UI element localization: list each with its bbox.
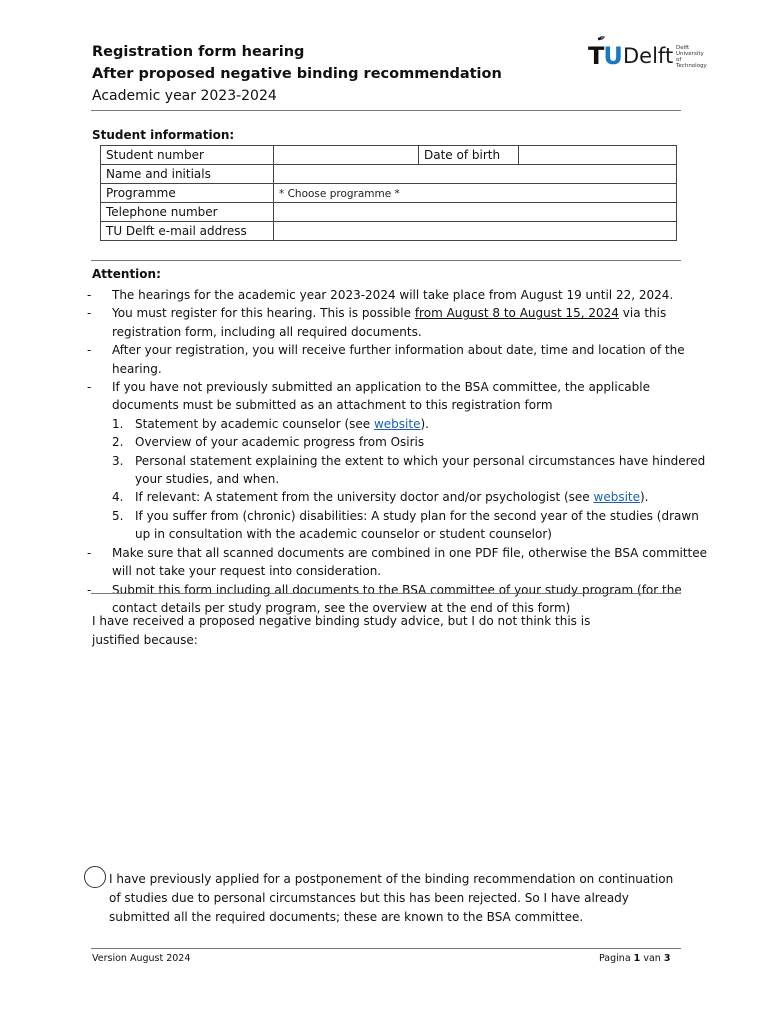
previous-application-radio[interactable] [84, 866, 106, 888]
telephone-label: Telephone number [101, 203, 274, 222]
attention-divider-top [91, 260, 681, 261]
list-item: - After your registration, you will receive further information about date, time and location of the hearing. [87, 341, 712, 378]
telephone-field[interactable] [274, 203, 677, 222]
student-info-table [100, 145, 677, 241]
table-row [101, 146, 677, 165]
page-number: Pagina 1 van 3 [599, 953, 671, 964]
list-item: 5. If you suffer from (chronic) disabilities: A study plan for the second year of the studies (drawn up in consultation with the academic counselor or student counselor) [112, 508, 699, 542]
date-of-birth-field[interactable] [519, 146, 677, 165]
tu-delft-logo [588, 30, 708, 70]
table-row [101, 184, 677, 203]
header-divider [91, 110, 681, 111]
list-item: - Submit this form including all documents to the BSA committee of your study program (for the contact details per study program, see the overview at the end of this form) [87, 581, 712, 618]
list-item: 4. If relevant: A statement from the university doctor and/or psychologist (see website). [112, 490, 649, 505]
name-initials-label: Name and initials [101, 165, 274, 184]
list-item: - Make sure that all scanned documents are combined in one PDF file, otherwise the BSA committee will not take your request into consideration. [87, 544, 712, 581]
logo-tu: TU [588, 42, 622, 70]
email-field[interactable] [274, 222, 677, 241]
attention-list [87, 286, 712, 617]
name-initials-field[interactable] [274, 165, 677, 184]
attention-label: Attention: [92, 267, 161, 281]
flame-icon: ✒ [595, 30, 609, 47]
website-link[interactable]: website [593, 490, 640, 505]
version-text: Version August 2024 [92, 953, 191, 964]
required-documents-list [112, 415, 712, 544]
table-row [101, 222, 677, 241]
statement-text: I have received a proposed negative binding study advice, but I do not think this is justified because: [92, 614, 591, 647]
date-of-birth-label: Date of birth [419, 146, 519, 165]
attention-divider-bottom [91, 593, 681, 594]
list-item: - If you have not previously submitted an application to the BSA committee, the applicable documents must be submitted as an attachment to this registration form 1. Statement by academic counselor (see website). 2. Overview of your academic progress from Osiris 3. Personal statement explaining the extent to which your personal circumstances have hindered your studies, and when. 4. If relevant: A statement from the university doctor and/or psychologist (see website). 5. If you suffer from (chronic) disabilities: A study plan for the second year of the studies (drawn up in consultation with the academic counselor or student counselor) [87, 378, 712, 544]
list-item: 1. Statement by academic counselor (see website). [112, 416, 429, 431]
student-info-label: Student information: [92, 128, 235, 142]
table-row [101, 165, 677, 184]
programme-select[interactable]: * Choose programme * [274, 184, 677, 203]
form-title: Registration form hearing [92, 44, 305, 60]
academic-year: Academic year 2023-2024 [92, 88, 277, 104]
student-number-label: Student number [101, 146, 274, 165]
footer-divider [91, 948, 681, 949]
email-label: TU Delft e-mail address [101, 222, 274, 241]
previous-application-label: I have previously applied for a postponement of the binding recommendation on continuation of studies due to personal circumstances but this has been rejected. So I have already submitted all the required documents; these are known to the BSA committee. [109, 872, 674, 924]
list-item: - You must register for this hearing. This is possible from August 8 to August 15, 2024 via this registration form, including all required documents. [87, 304, 712, 341]
logo-delft: Delft [623, 44, 674, 68]
list-item: - The hearings for the academic year 2023-2024 will take place from August 19 until 22, 2024. [87, 286, 712, 304]
form-subtitle: After proposed negative binding recommendation [92, 66, 502, 82]
list-item: 3. Personal statement explaining the extent to which your personal circumstances have hindered your studies, and when. [112, 453, 706, 487]
website-link[interactable]: website [373, 416, 421, 431]
student-number-field[interactable] [274, 146, 419, 165]
logo-small-text: Delft University of Technology [676, 45, 707, 69]
list-item: 2. Overview of your academic progress from Osiris [112, 435, 425, 450]
programme-label: Programme [101, 184, 274, 203]
table-row [101, 203, 677, 222]
